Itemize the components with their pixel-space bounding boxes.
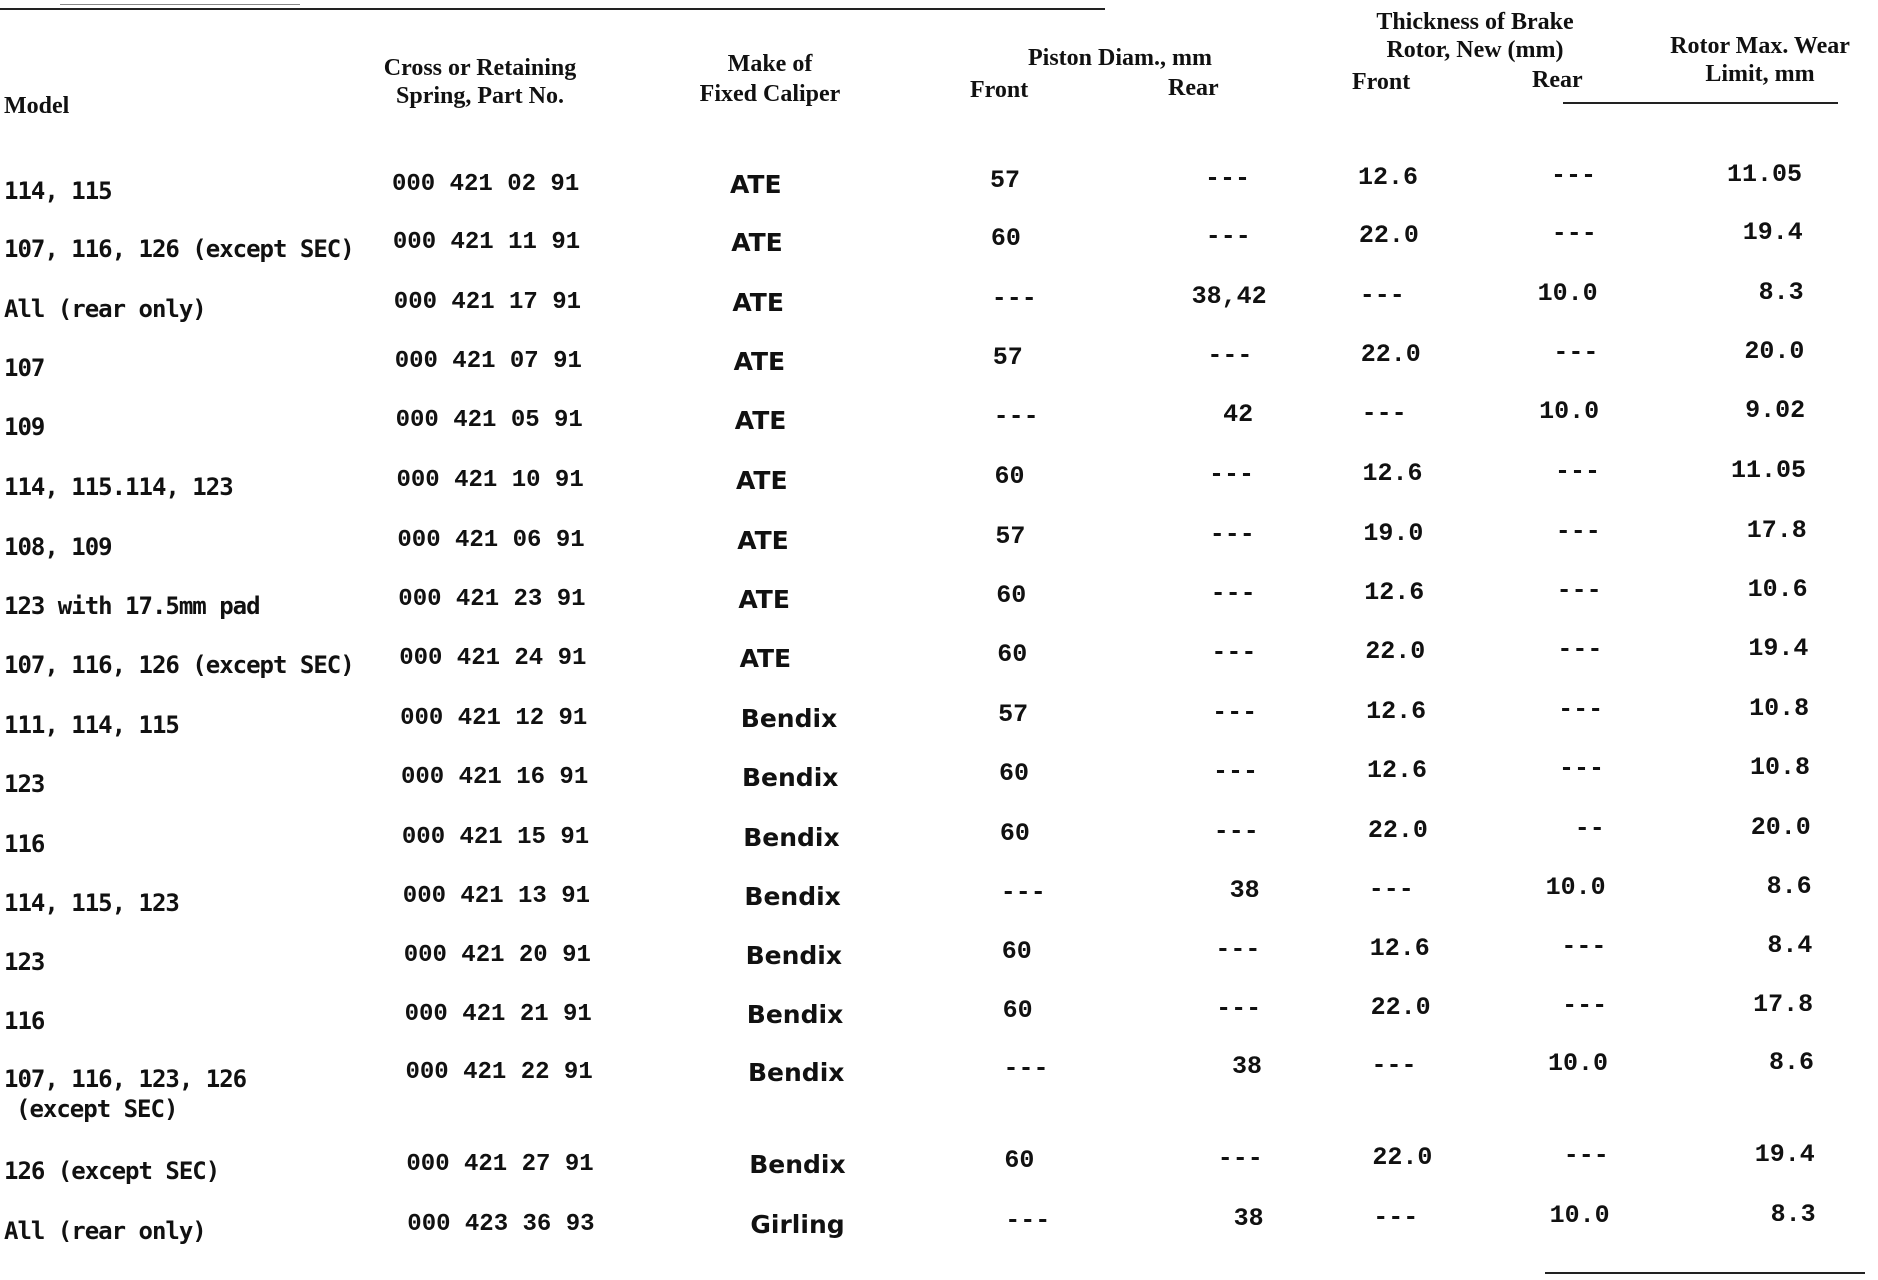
cell-make: ATE	[738, 585, 790, 614]
cell-part: 000 421 11 91	[392, 229, 581, 256]
header-rotor-line2: Rotor, New (mm)	[1386, 37, 1564, 63]
cell-rf: 12.6	[1364, 577, 1425, 607]
cell-part: 000 421 12 91	[400, 705, 588, 732]
cell-wear: 10.6	[1747, 574, 1808, 604]
cell-pf: 60	[1002, 995, 1033, 1025]
cell-pr: ---	[1204, 164, 1250, 193]
header-caliper-line1: Make of	[727, 51, 813, 77]
cell-model: All (rear only)	[4, 295, 206, 323]
cell-part: 000 421 27 91	[406, 1151, 594, 1178]
cell-model: 123 with 17.5mm pad	[4, 592, 260, 620]
cell-model: 114, 115, 123	[4, 889, 179, 917]
cell-model: 126 (except SEC)	[4, 1157, 220, 1185]
cell-rf: 12.6	[1366, 696, 1427, 726]
cell-make: Bendix	[748, 1058, 845, 1087]
cell-wear: 19.4	[1742, 217, 1803, 247]
cell-pf: 60	[996, 580, 1027, 610]
cell-make: Girling	[750, 1210, 845, 1239]
cell-model: All (rear only)	[4, 1217, 206, 1245]
cell-wear: 8.6	[1768, 1047, 1814, 1077]
cell-model: 114, 115	[4, 177, 112, 205]
cell-pf: 57	[992, 342, 1023, 372]
cell-pf: 60	[994, 461, 1025, 491]
cell-model: 111, 114, 115	[4, 711, 179, 739]
cell-rr: ---	[1558, 754, 1604, 783]
cell-rr: ---	[1555, 517, 1601, 546]
header-caliper-line2: Fixed Caliper	[699, 81, 841, 107]
cell-rf: ---	[1373, 1202, 1419, 1232]
cell-part: 000 421 10 91	[396, 467, 584, 494]
cell-part: 000 421 22 91	[405, 1059, 593, 1086]
cell-rr: ---	[1563, 1141, 1609, 1170]
cell-rr: ---	[1562, 991, 1608, 1020]
cell-pr: ---	[1215, 935, 1261, 964]
bottom-rule	[1545, 1272, 1865, 1274]
cell-part: 000 421 13 91	[402, 883, 591, 910]
cell-wear: 17.8	[1753, 989, 1814, 1019]
cell-pf: ---	[991, 283, 1037, 313]
cell-make: Bendix	[740, 704, 838, 733]
cell-rr: ---	[1554, 457, 1600, 486]
cell-rr: ---	[1558, 695, 1604, 724]
cell-pr: 38,42	[1191, 282, 1267, 311]
cell-wear: 11.05	[1726, 159, 1802, 189]
cell-make: Bendix	[744, 882, 841, 911]
cell-model: 116	[4, 830, 45, 858]
cell-pf: 60	[1001, 936, 1032, 966]
cell-rr: 10.0	[1549, 1201, 1610, 1230]
cell-pr: ---	[1211, 638, 1257, 667]
cell-wear: 20.0	[1744, 336, 1805, 366]
cell-pr: ---	[1210, 579, 1256, 608]
cell-pr: ---	[1213, 817, 1259, 846]
cell-pf: 60	[990, 223, 1021, 253]
cell-make: Bendix	[745, 941, 842, 970]
cell-rr: ---	[1550, 161, 1596, 190]
cell-rr: ---	[1553, 338, 1599, 367]
cell-rr: --	[1574, 814, 1605, 843]
cell-part: 000 421 02 91	[392, 171, 580, 198]
top-rule	[0, 8, 1105, 10]
cell-make: Bendix	[743, 823, 840, 852]
cell-rf: 22.0	[1367, 815, 1428, 845]
cell-rr: ---	[1556, 576, 1602, 605]
cell-make: ATE	[730, 170, 782, 199]
header-rotor-rear: Rear	[1532, 67, 1583, 93]
cell-pf: 60	[999, 758, 1030, 788]
cell-model: 107, 116, 123, 126	[4, 1065, 247, 1093]
cell-part: 000 421 15 91	[401, 824, 590, 851]
cell-rf: 12.6	[1369, 933, 1430, 963]
cell-wear: 11.05	[1730, 455, 1806, 485]
cell-rr: ---	[1561, 932, 1607, 961]
cell-make: ATE	[734, 406, 787, 435]
cell-part: 000 421 17 91	[393, 289, 582, 316]
cell-make: ATE	[736, 466, 788, 495]
cell-pr: 38	[1233, 1204, 1264, 1233]
cell-rr: ---	[1557, 635, 1603, 664]
cell-pf: ---	[1000, 877, 1046, 907]
cell-pf: 57	[998, 699, 1029, 729]
cell-make: ATE	[732, 288, 784, 317]
cell-rf: 19.0	[1363, 518, 1424, 548]
cell-rr: 10.0	[1537, 279, 1598, 308]
cell-wear: 10.8	[1749, 752, 1810, 782]
cell-pf: 60	[997, 639, 1028, 669]
cell-wear: 17.8	[1746, 515, 1807, 545]
cell-model: 108, 109	[4, 533, 112, 561]
cell-model: 107, 116, 126 (except SEC)	[4, 651, 354, 679]
cell-pf: 57	[990, 165, 1021, 195]
cell-make: ATE	[737, 526, 789, 555]
header-rotor-front: Front	[1352, 69, 1411, 95]
top-rule-faint	[60, 4, 300, 5]
cell-part: 000 421 24 91	[399, 645, 587, 672]
cell-wear: 8.4	[1767, 930, 1813, 960]
cell-wear: 8.3	[1770, 1199, 1816, 1229]
cell-wear: 19.4	[1748, 633, 1809, 663]
cell-pr: ---	[1207, 341, 1253, 370]
cell-make: ATE	[733, 347, 786, 376]
cell-pr: ---	[1209, 520, 1255, 549]
cell-model: 123	[4, 948, 45, 976]
cell-model: 123	[4, 770, 45, 798]
cell-pf: 60	[1004, 1145, 1035, 1175]
cell-wear: 9.02	[1745, 395, 1806, 425]
cell-model: 109	[4, 413, 45, 441]
cell-rr: ---	[1551, 219, 1597, 248]
cell-rf: 22.0	[1372, 1142, 1433, 1172]
cell-rr: 10.0	[1539, 397, 1600, 426]
cell-rf: 12.6	[1367, 755, 1428, 785]
cell-pr: 38	[1229, 876, 1260, 905]
cell-make: Bendix	[749, 1150, 846, 1179]
cell-pr: 38	[1231, 1052, 1262, 1081]
header-wear-line2: Limit, mm	[1705, 61, 1815, 87]
cell-rf: ---	[1359, 280, 1405, 310]
header-rule-right	[1563, 102, 1838, 104]
cell-part: 000 421 21 91	[404, 1001, 592, 1028]
cell-model: 107	[4, 354, 45, 382]
cell-pf: 60	[999, 818, 1030, 848]
cell-model: 107, 116, 126 (except SEC)	[4, 235, 354, 263]
cell-part: 000 421 05 91	[395, 407, 583, 434]
cell-part: 000 423 36 93	[407, 1211, 595, 1238]
cell-rf: ---	[1371, 1050, 1417, 1080]
cell-pf: ---	[1005, 1205, 1051, 1235]
cell-rf: 12.6	[1358, 162, 1419, 192]
cell-wear: 19.4	[1754, 1139, 1815, 1169]
cell-rf: ---	[1368, 874, 1414, 904]
cell-pr: ---	[1205, 222, 1251, 251]
cell-model-continued: (except SEC)	[16, 1095, 178, 1123]
header-piston-front: Front	[970, 77, 1029, 103]
cell-part: 000 421 23 91	[398, 586, 586, 613]
cell-pf: ---	[1003, 1053, 1049, 1083]
cell-wear: 10.8	[1749, 693, 1810, 723]
cell-pr: ---	[1212, 698, 1258, 727]
cell-make: ATE	[731, 228, 783, 257]
header-piston: Piston Diam., mm	[1028, 45, 1212, 71]
cell-rf: ---	[1361, 398, 1407, 428]
cell-model: 114, 115.114, 123	[4, 473, 233, 501]
cell-pr: ---	[1208, 460, 1254, 489]
cell-pf: 57	[995, 521, 1026, 551]
cell-pr: ---	[1216, 994, 1262, 1023]
cell-wear: 8.3	[1758, 277, 1804, 307]
cell-rf: 22.0	[1365, 636, 1426, 666]
header-rotor-line1: Thickness of Brake	[1376, 9, 1574, 35]
cell-make: Bendix	[746, 1000, 844, 1029]
cell-pf: ---	[993, 401, 1039, 431]
header-model: Model	[4, 93, 70, 119]
cell-make: Bendix	[742, 763, 839, 792]
cell-rf: 22.0	[1360, 339, 1421, 369]
cell-rr: 10.0	[1545, 873, 1606, 902]
cell-rr: 10.0	[1547, 1049, 1608, 1078]
cell-model: 116	[4, 1007, 45, 1035]
cell-part: 000 421 06 91	[397, 527, 585, 554]
header-piston-rear: Rear	[1168, 75, 1219, 101]
cell-part: 000 421 20 91	[403, 942, 591, 969]
cell-part: 000 421 16 91	[401, 764, 589, 791]
cell-wear: 20.0	[1750, 812, 1811, 842]
header-spring-line2: Spring, Part No.	[396, 83, 564, 109]
cell-part: 000 421 07 91	[394, 348, 582, 375]
cell-pr: ---	[1217, 1144, 1263, 1173]
cell-rf: 22.0	[1358, 220, 1419, 250]
cell-make: ATE	[739, 644, 792, 673]
header-spring-line1: Cross or Retaining	[383, 55, 577, 81]
cell-pr: ---	[1212, 757, 1258, 786]
header-wear-line1: Rotor Max. Wear	[1670, 33, 1850, 59]
cell-wear: 8.6	[1766, 871, 1812, 901]
cell-pr: 42	[1223, 400, 1254, 429]
cell-rf: 22.0	[1370, 992, 1431, 1022]
cell-rf: 12.6	[1362, 458, 1423, 488]
